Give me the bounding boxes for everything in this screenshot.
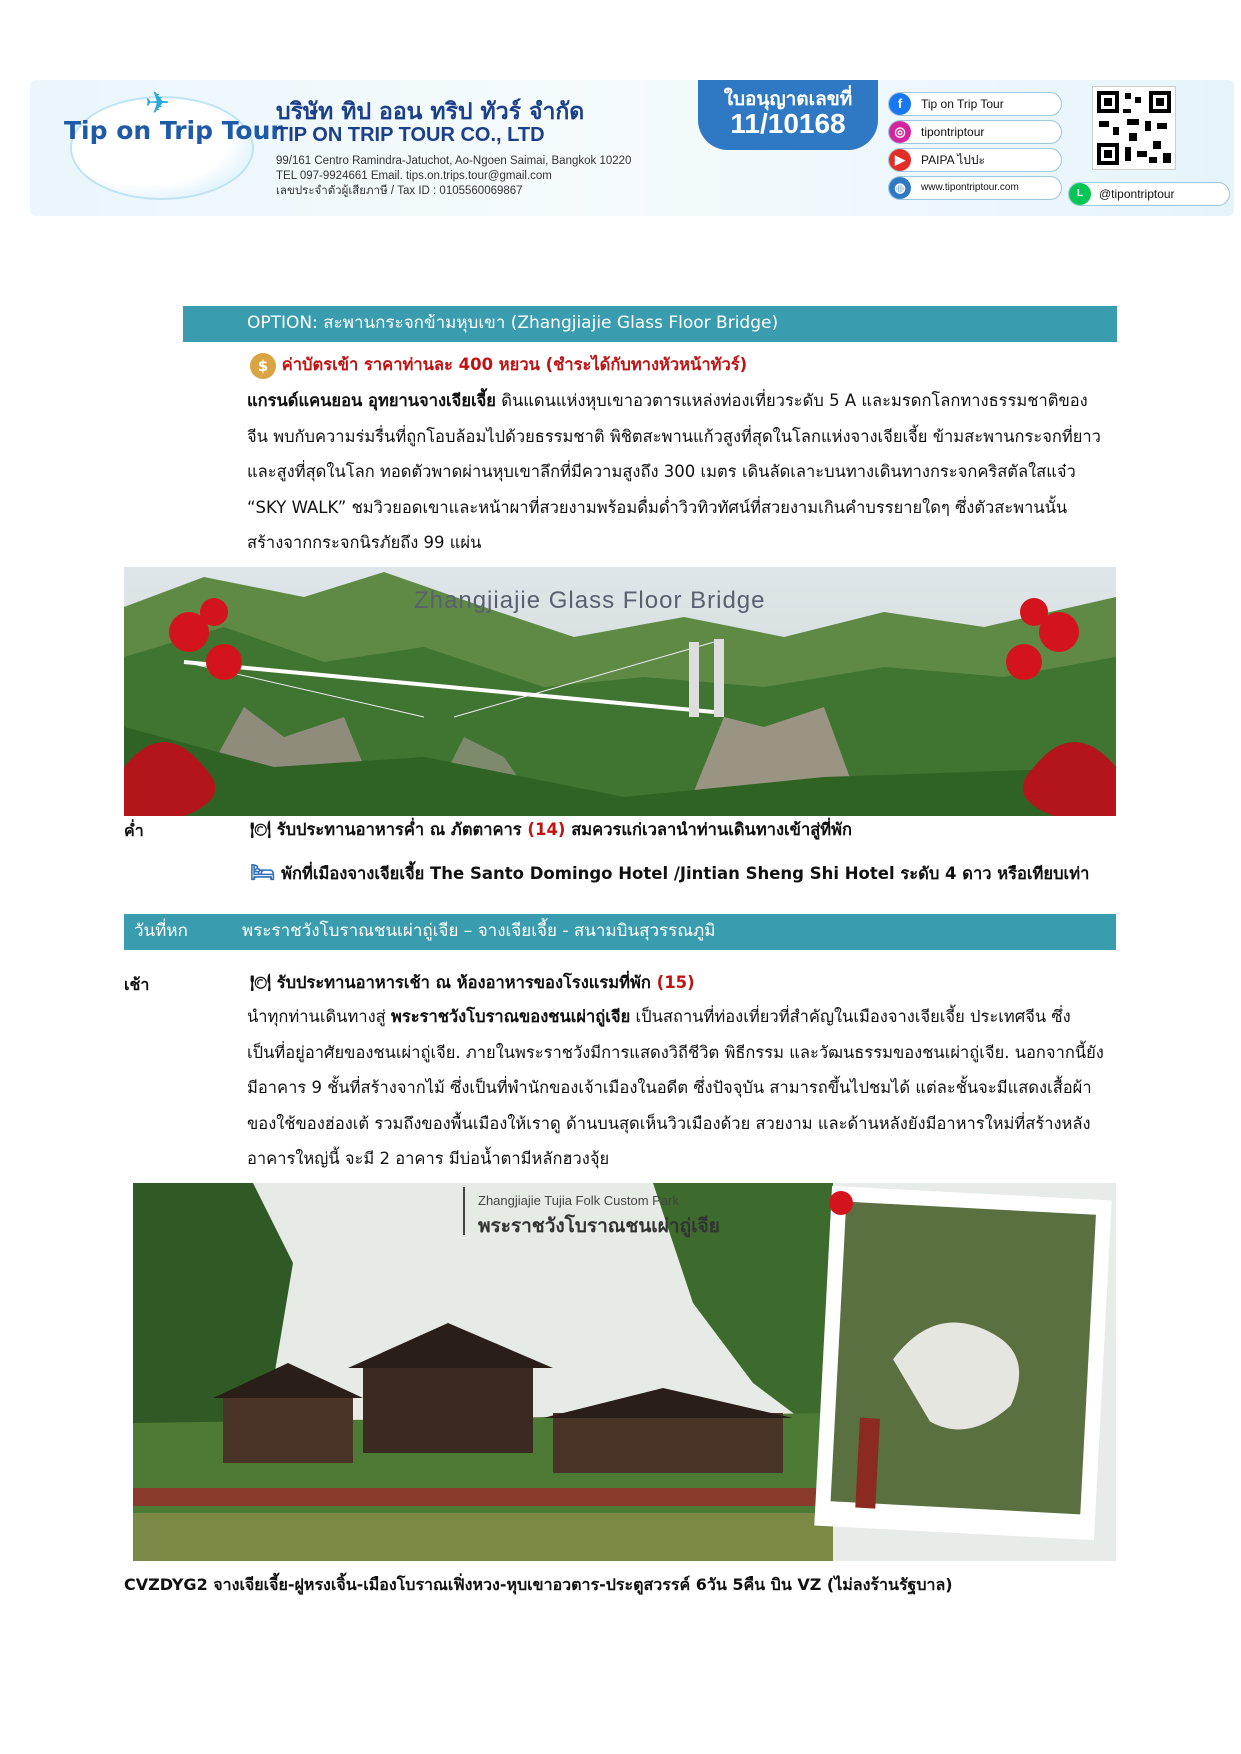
airplane-icon: ✈ (145, 86, 171, 121)
tour-code-footer: CVZDYG2 จางเจียเจี้ย-ฝูหรงเจิ้น-เมืองโบราณเฟิ่งหวง-หุบเขาอวตาร-ประตูสวรรค์ 6วัน 5คืน บิน VZ (ไม่ลงร้านรัฐบาล) (124, 1575, 953, 1594)
contact-line: TEL 097-9924661 Email. tips.on.trips.tour@gmail.com (276, 170, 552, 182)
entrance-fee (250, 350, 747, 380)
instagram-link[interactable]: ◎ tipontriptour (888, 120, 1062, 144)
header-banner (30, 80, 1234, 216)
breakfast-line: 🍽 รับประทานอาหารเช้า ณ ห้องอาหารของโรงแรมที่พัก (15) (250, 973, 695, 992)
dining-icon: 🍽 (250, 973, 271, 992)
address-line: 99/161 Centro Ramindra-Jatuchot, Ao-Ngoen Saimai, Bangkok 10220 (276, 155, 632, 167)
company-address (276, 154, 631, 199)
day6-description: นำทุกท่านเดินทางสู่ พระราชวังโบราณของชนเผ่าถู่เจีย เป็นสถานที่ท่องเที่ยวที่สำคัญในเมืองจางเจียเจี้ย ประเทศจีน ซึ่ง เป็นที่อยู่อาศัยของชนเผ่าถู่เจีย. ภายในพระราชวังมีการแสดงวิถีชีวิต พิธีกรรม และวัฒนธรรมของชนเผ่าถู่เจีย. นอกจากนี้ยัง มีอาคาร 9 ชั้นที่สร้างจากไม้ ซึ่งเป็นที่พำนักของเจ้าเมืองในอดีต ซึ่งปัจจุบัน สามารถขึ้นไปชมได้ แต่ละชั้นจะมีแสดงเสื้อผ้า ของใช้ของฮ่องเต้ รวมถึงของพื้นเมืองให้เราดู ด้านบนสุดเห็นวิวเมืองด้วย สวยงาม และด้านหลังยังมีอาหารใหม่ที่สร้างหลัง อาคารใหญ่นี้ จะมี 2 อาคาร มีบ่อน้ำตามีหลักฮวงจุ้ย (247, 1007, 1104, 1168)
meal-number: (14) (527, 820, 566, 839)
tujia-palace-photo (133, 1183, 1116, 1561)
qr-code (1092, 86, 1176, 170)
dinner-line: 🍽 รับประทานอาหารค่ำ ณ ภัตตาคาร (14) สมควรแก่เวลานำท่านเดินทางเข้าสู่ที่พัก (250, 820, 853, 839)
breakfast-label: เช้า (124, 975, 150, 994)
day-title: พระราชวังโบราณชนเผ่าถู่เจีย – จางเจียเจี้ย - สนามบินสุวรรณภูมิ (242, 921, 716, 941)
tax-id-line: เลขประจำตัวผู้เสียภาษี / Tax ID : 0105560069867 (276, 185, 523, 197)
license-number: 11/10168 (730, 108, 846, 139)
youtube-icon: ▶ (889, 149, 911, 171)
caption-divider (463, 1187, 465, 1235)
palace-caption-en: Zhangjiajie Tujia Folk Custom Park (478, 1193, 679, 1208)
money-bag-icon: $ (250, 353, 276, 379)
facebook-icon: f (889, 93, 911, 115)
company-name-th: บริษัท ทิป ออน ทริป ทัวร์ จำกัด (276, 99, 585, 125)
instagram-icon: ◎ (889, 121, 911, 143)
line-link[interactable]: L @tipontriptour (1068, 182, 1230, 206)
dining-icon: 🍽 (250, 820, 271, 839)
logo-text: Tip on Trip Tour (64, 116, 283, 145)
bed-icon: 🛏 (250, 860, 276, 884)
company-name-en: TIP ON TRIP TOUR CO., LTD (276, 124, 545, 146)
meal-number: (15) (656, 973, 695, 992)
bridge-image-caption: Zhangjiajie Glass Floor Bridge (414, 587, 766, 614)
website-link[interactable]: ◍ www.tipontriptour.com (888, 176, 1062, 200)
entrance-fee-text: ค่าบัตรเข้า ราคาท่านละ 400 หยวน (ชำระได้กับทางหัวหน้าทัวร์) (281, 355, 748, 374)
palace-caption-th: พระราชวังโบราณชนเผ่าถู่เจีย (478, 1215, 720, 1237)
hotel-text: พักที่เมืองจางเจียเจี้ย The Santo Domingo Hotel /Jintian Sheng Shi Hotel ระดับ 4 ดาว หรือเทียบเท่า (281, 864, 1090, 883)
palace-highlight: พระราชวังโบราณของชนเผ่าถู่เจีย (390, 1007, 631, 1026)
day-label: วันที่หก (134, 921, 188, 941)
option-title: OPTION: สะพานกระจกข้ามหุบเขา (Zhangjiajie Glass Floor Bridge) (247, 313, 779, 333)
option-description: แกรนด์แคนยอน อุทยานจางเจียเจี้ย ดินแดนแห่งหุบเขาอวตารแหล่งท่องเที่ยวระดับ 5 A และมรดกโลกทางธรรมชาติของ จีน พบกับความร่มรื่นที่ถูกโอบล้อมไปด้วยธรรมชาติ พิชิตสะพานแก้วสูงที่สุดในโลกแห่งจางเจียเจี้ย ข้ามสะพานกระจกที่ยาว และสูงที่สุดในโลก ทอดตัวพาดผ่านหุบเขาลึกที่มีความสูงถึง 300 เมตร เดินลัดเลาะบนทางเดินทางกระจกคริสตัลใสแจ๋ว “SKY WALK” ชมวิวยอดเขาและหน้าผาที่สวยงามพร้อมดื่มด่ำวิวทิวทัศน์ที่สวยงามเกินคำบรรยายใดๆ ซึ่งตัวสะพานนั้น สร้างจากกระจกนิรภัยถึง 99 แผ่น (247, 391, 1101, 552)
dinner-label: ค่ำ (124, 821, 144, 840)
hotel-line (250, 860, 1089, 887)
web-icon: ◍ (889, 177, 911, 199)
option-title-bar (183, 306, 1117, 342)
facebook-link[interactable]: f Tip on Trip Tour (888, 92, 1062, 116)
license-label: ใบอนุญาตเลขที่ (723, 88, 853, 110)
youtube-link[interactable]: ▶ PAIPA ไปปะ (888, 148, 1062, 172)
option-highlight: แกรนด์แคนยอน อุทยานจางเจียเจี้ย (247, 391, 496, 410)
day6-title-bar (124, 914, 1116, 950)
glass-bridge-photo (124, 567, 1116, 816)
line-icon: L (1069, 183, 1091, 205)
